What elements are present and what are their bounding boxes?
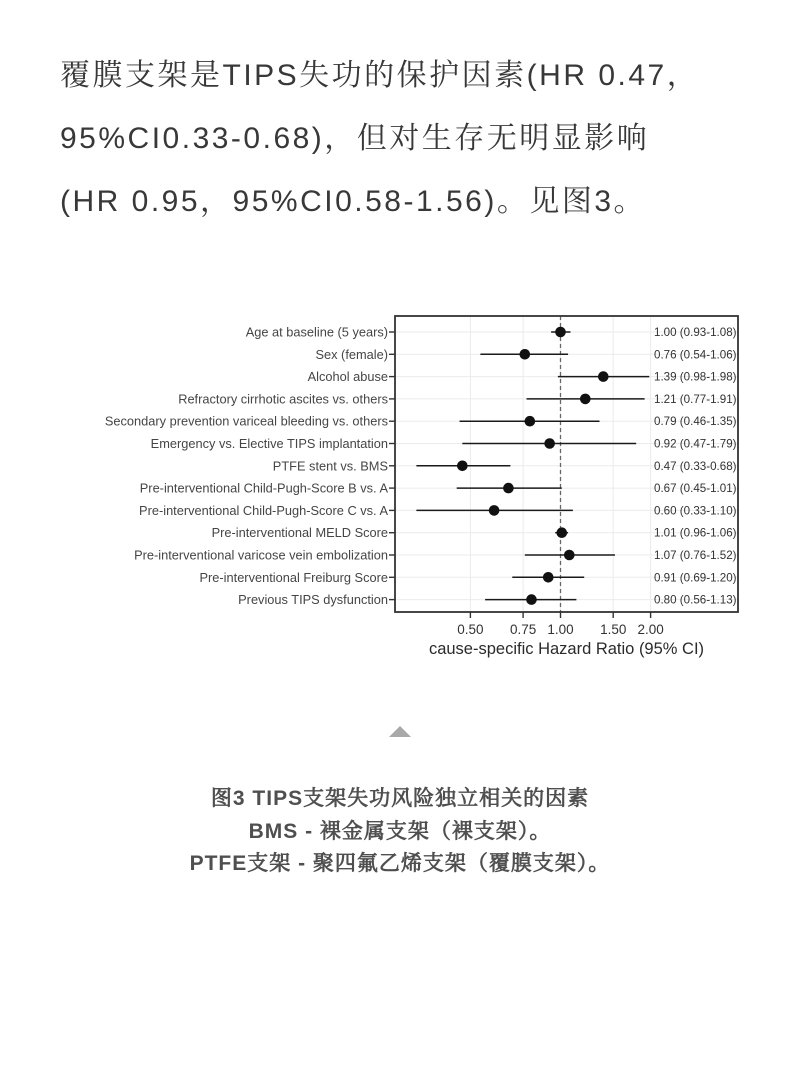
paragraph-line: (HR 0.95，95%CI0.58-1.56)。见图3。 <box>60 185 647 218</box>
figure-caption <box>0 783 800 881</box>
hr-point <box>520 349 531 360</box>
row-label: Emergency vs. Elective TIPS implantation <box>150 436 388 451</box>
row-label: Secondary prevention variceal bleeding vs. others <box>104 413 388 429</box>
hr-point <box>525 416 536 427</box>
row-value: 1.00 (0.93-1.08) <box>654 326 737 339</box>
row-value: 1.01 (0.96-1.06) <box>654 526 737 540</box>
hr-point <box>564 550 575 561</box>
hr-point <box>457 461 468 472</box>
row-value: 1.39 (0.98-1.98) <box>654 370 737 384</box>
hr-point <box>556 527 567 538</box>
row-value: 0.60 (0.33-1.10) <box>654 504 737 518</box>
hr-point <box>598 371 609 382</box>
row-label: Age at baseline (5 years) <box>245 324 388 340</box>
x-tick-label: 2.00 <box>637 622 664 637</box>
row-value: 0.76 (0.54-1.06) <box>654 348 737 362</box>
row-label: Pre-interventional MELD Score <box>211 525 388 541</box>
row-label: Pre-interventional Child-Pugh-Score B vs. A <box>139 480 388 496</box>
row-value: 0.92 (0.47-1.79) <box>654 437 737 451</box>
row-value: 1.07 (0.76-1.52) <box>654 549 737 562</box>
row-label: PTFE stent vs. BMS <box>272 458 388 474</box>
hr-point <box>526 594 537 605</box>
row-value: 0.67 (0.45-1.01) <box>654 482 737 496</box>
x-tick-label: 1.50 <box>600 622 627 637</box>
caption-line: PTFE支架 - 聚四氟乙烯支架（覆膜支架）。 <box>189 852 611 875</box>
hr-point <box>489 505 500 516</box>
row-label: Pre-interventional Child-Pugh-Score C vs. A <box>139 502 388 518</box>
x-tick-label: 1.00 <box>547 622 574 637</box>
x-axis-title: cause-specific Hazard Ratio (95% CI) <box>428 640 705 658</box>
row-value: 1.21 (0.77-1.91) <box>654 392 737 406</box>
hr-point <box>503 483 514 494</box>
hr-point <box>543 572 554 583</box>
row-value: 0.91 (0.69-1.20) <box>654 571 737 585</box>
paragraph-line: 95%CI0.33-0.68)，但对生存无明显影响 <box>60 122 650 155</box>
hr-point <box>555 327 566 338</box>
paragraph-line: 覆膜支架是TIPS失功的保护因素(HR 0.47， <box>60 59 700 92</box>
row-label: Sex (female) <box>315 346 388 362</box>
row-value: 0.80 (0.56-1.13) <box>654 593 737 607</box>
forest-plot <box>0 290 800 670</box>
triangle-up-icon <box>389 726 411 737</box>
x-tick-label: 0.50 <box>457 622 484 637</box>
caption-line: BMS - 裸金属支架（裸支架）。 <box>248 819 552 843</box>
caption-line: 图3 TIPS支架失功风险独立相关的因素 <box>210 787 590 810</box>
row-label: Pre-interventional Freiburg Score <box>199 569 388 585</box>
x-tick-label: 0.75 <box>509 622 537 637</box>
row-value: 0.79 (0.46-1.35) <box>654 415 737 429</box>
row-label: Pre-interventional varicose vein embolization <box>134 547 388 563</box>
hr-point <box>580 394 591 405</box>
row-label: Alcohol abuse <box>307 369 388 385</box>
row-label: Previous TIPS dysfunction <box>238 592 388 608</box>
row-value: 0.47 (0.33-0.68) <box>654 459 737 473</box>
row-label: Refractory cirrhotic ascites vs. others <box>178 391 388 407</box>
hr-point <box>544 438 555 449</box>
